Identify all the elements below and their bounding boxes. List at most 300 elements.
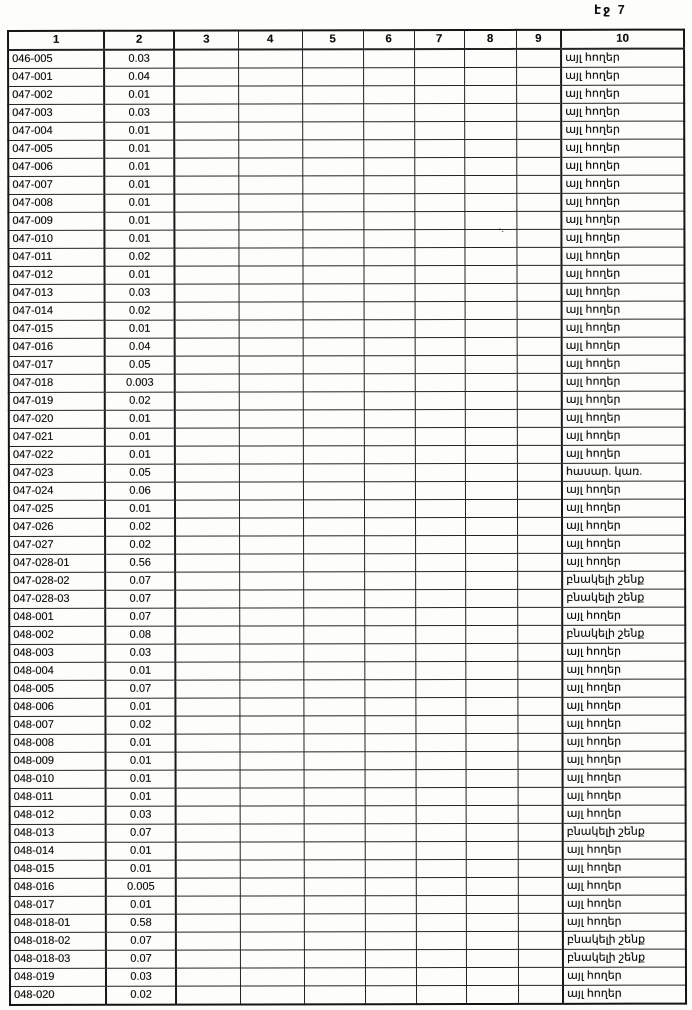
cell-land-use: այլ հողեր <box>563 985 686 1004</box>
cell-empty <box>518 823 563 841</box>
table-row <box>10 751 686 770</box>
cell-parcel-code: 048-009 <box>10 752 106 770</box>
cell-empty <box>516 175 561 193</box>
cell-empty <box>465 283 517 301</box>
cell-empty <box>175 716 239 734</box>
cell-empty <box>239 644 303 662</box>
cell-empty <box>363 266 414 284</box>
cell-empty <box>517 733 562 751</box>
cell-area-value: 0.01 <box>104 122 174 140</box>
cell-land-use: այլ հողեր <box>562 319 685 337</box>
table-row <box>9 571 685 590</box>
table-row <box>8 265 684 284</box>
cell-empty <box>517 301 562 319</box>
cell-empty <box>303 338 364 356</box>
cell-empty <box>302 140 363 158</box>
cell-area-value: 0.06 <box>105 482 175 500</box>
cell-empty <box>363 86 414 104</box>
cell-empty <box>174 212 238 230</box>
cell-empty <box>304 752 365 770</box>
cell-empty <box>240 914 304 932</box>
cell-empty <box>415 302 465 320</box>
table-row <box>9 625 685 644</box>
cell-empty <box>364 302 415 320</box>
cell-area-value: 0.01 <box>105 698 175 716</box>
cell-empty <box>466 805 518 823</box>
cell-area-value: 0.01 <box>105 320 175 338</box>
cell-parcel-code: 048-007 <box>9 716 105 734</box>
cell-empty <box>303 464 364 482</box>
cell-empty <box>363 122 414 140</box>
column-header: 9 <box>516 30 561 49</box>
cell-empty <box>238 104 302 122</box>
cell-empty <box>175 500 239 518</box>
cell-empty <box>303 626 364 644</box>
cell-empty <box>414 212 464 230</box>
table-row <box>9 391 685 410</box>
cell-empty <box>365 788 416 806</box>
cell-empty <box>175 554 239 572</box>
cell-parcel-code: 047-005 <box>8 140 104 158</box>
cell-empty <box>363 104 414 122</box>
cell-empty <box>465 571 517 589</box>
cell-empty <box>465 445 517 463</box>
cell-empty <box>465 391 517 409</box>
table-row <box>9 679 685 698</box>
cell-empty <box>304 914 365 932</box>
cell-area-value: 0.003 <box>105 374 175 392</box>
cell-empty <box>303 302 364 320</box>
cell-parcel-code: 047-006 <box>8 158 104 176</box>
cell-empty <box>364 392 415 410</box>
cell-parcel-code: 047-003 <box>8 104 104 122</box>
cell-area-value: 0.03 <box>106 968 176 986</box>
cell-empty <box>465 499 517 517</box>
cell-empty <box>175 464 239 482</box>
cell-land-use: այլ հողեր <box>563 877 686 895</box>
cell-land-use: այլ հողեր <box>562 643 685 661</box>
cell-empty <box>414 140 464 158</box>
cell-parcel-code: 047-012 <box>8 266 104 284</box>
cell-empty <box>364 410 415 428</box>
cell-empty <box>416 860 466 878</box>
cell-empty <box>465 625 517 643</box>
table-row <box>10 949 686 968</box>
cell-empty <box>517 571 562 589</box>
cell-empty <box>174 140 238 158</box>
table-row <box>9 499 685 518</box>
cell-empty <box>238 68 302 86</box>
cell-empty <box>303 698 364 716</box>
cell-empty <box>364 320 415 338</box>
cell-empty <box>304 896 365 914</box>
cell-area-value: 0.07 <box>105 572 175 590</box>
table-row <box>9 535 685 554</box>
cell-land-use: այլ հողեր <box>562 445 685 463</box>
table-row <box>9 661 685 680</box>
cell-empty <box>176 878 240 896</box>
cell-empty <box>302 104 363 122</box>
cell-area-value: 0.01 <box>104 86 174 104</box>
column-header: 7 <box>414 30 464 49</box>
cell-empty <box>518 751 563 769</box>
cell-parcel-code: 047-025 <box>9 500 105 518</box>
cell-empty <box>239 410 303 428</box>
cell-area-value: 0.07 <box>106 824 176 842</box>
cell-empty <box>416 914 466 932</box>
cell-empty <box>174 230 238 248</box>
cell-empty <box>466 967 518 985</box>
cell-area-value: 0.03 <box>105 284 175 302</box>
cell-empty <box>414 230 464 248</box>
cell-empty <box>465 355 517 373</box>
cell-land-use: այլ հողեր <box>561 247 684 265</box>
cell-empty <box>516 121 561 139</box>
table-row <box>10 913 686 932</box>
cell-empty <box>464 211 516 229</box>
cell-empty <box>239 608 303 626</box>
cell-land-use: այլ հողեր <box>562 661 685 679</box>
cell-empty <box>304 968 365 986</box>
cell-empty <box>364 428 415 446</box>
cell-empty <box>466 895 518 913</box>
cell-empty <box>239 554 303 572</box>
cell-parcel-code: 047-014 <box>9 302 105 320</box>
cell-empty <box>239 338 303 356</box>
cell-empty <box>466 769 518 787</box>
cell-empty <box>518 895 563 913</box>
cell-empty <box>516 103 561 121</box>
cell-empty <box>239 590 303 608</box>
cell-land-use: այլ հողեր <box>563 787 686 805</box>
cell-parcel-code: 047-028-03 <box>9 590 105 608</box>
cell-empty <box>517 499 562 517</box>
cell-empty <box>365 824 416 842</box>
cell-parcel-code: 048-018-02 <box>10 932 106 950</box>
table-row <box>10 985 686 1005</box>
cell-land-use: այլ հողեր <box>563 751 686 769</box>
cell-empty <box>303 554 364 572</box>
cell-empty <box>364 446 415 464</box>
cell-empty <box>516 211 561 229</box>
cell-empty <box>465 301 517 319</box>
cell-empty <box>518 913 563 931</box>
cell-empty <box>175 374 239 392</box>
cell-empty <box>365 860 416 878</box>
table-row <box>10 841 686 860</box>
cell-empty <box>517 715 562 733</box>
parcel-table <box>7 29 687 1006</box>
cell-empty <box>416 986 466 1005</box>
cell-empty <box>363 194 414 212</box>
cell-parcel-code: 048-018-03 <box>10 950 106 968</box>
table-row <box>9 463 685 482</box>
cell-land-use: այլ հողեր <box>561 265 684 283</box>
cell-land-use: այլ հողեր <box>561 85 684 103</box>
cell-area-value: 0.04 <box>105 338 175 356</box>
cell-land-use: այլ հողեր <box>563 967 686 985</box>
cell-empty <box>174 104 238 122</box>
table-row <box>8 193 684 212</box>
table-row <box>9 337 685 356</box>
cell-empty <box>239 680 303 698</box>
cell-empty <box>238 140 302 158</box>
cell-empty <box>415 320 465 338</box>
cell-empty <box>517 607 562 625</box>
cell-empty <box>415 590 465 608</box>
column-header: 1 <box>8 31 104 50</box>
cell-empty <box>304 878 365 896</box>
cell-parcel-code: 046-005 <box>8 50 104 69</box>
cell-empty <box>174 86 238 104</box>
cell-empty <box>365 806 416 824</box>
cell-empty <box>304 950 365 968</box>
cell-parcel-code: 048-020 <box>10 986 106 1005</box>
cell-empty <box>239 482 303 500</box>
cell-empty <box>416 788 466 806</box>
cell-empty <box>517 391 562 409</box>
cell-empty <box>238 158 302 176</box>
cell-land-use: այլ հողեր <box>561 193 684 211</box>
cell-land-use: այլ հողեր <box>562 535 685 553</box>
cell-parcel-code: 047-008 <box>8 194 104 212</box>
cell-empty <box>175 428 239 446</box>
cell-empty <box>304 842 365 860</box>
cell-empty <box>364 374 415 392</box>
cell-empty <box>415 572 465 590</box>
scan-artifact: -. <box>498 224 505 235</box>
cell-area-value: 0.03 <box>106 806 176 824</box>
cell-empty <box>363 49 414 68</box>
cell-empty <box>303 644 364 662</box>
cell-empty <box>303 500 364 518</box>
cell-empty <box>240 878 304 896</box>
cell-parcel-code: 048-017 <box>10 896 106 914</box>
cell-empty <box>240 770 304 788</box>
cell-area-value: 0.07 <box>105 680 175 698</box>
cell-empty <box>239 464 303 482</box>
table-row <box>8 139 684 158</box>
cell-empty <box>303 572 364 590</box>
cell-empty <box>415 608 465 626</box>
cell-empty <box>176 824 240 842</box>
cell-empty <box>415 734 465 752</box>
table-row <box>9 481 685 500</box>
cell-empty <box>516 157 561 175</box>
table-row <box>10 769 686 788</box>
cell-parcel-code: 048-003 <box>9 644 105 662</box>
cell-land-use: բնակելի շենք <box>562 571 685 589</box>
cell-area-value: 0.01 <box>105 428 175 446</box>
cell-empty <box>517 517 562 535</box>
cell-empty <box>174 158 238 176</box>
cell-empty <box>415 554 465 572</box>
cell-empty <box>238 122 302 140</box>
cell-empty <box>415 716 465 734</box>
cell-empty <box>415 428 465 446</box>
table-row <box>9 697 685 716</box>
cell-empty <box>414 194 464 212</box>
cell-empty <box>240 896 304 914</box>
cell-empty <box>303 608 364 626</box>
cell-empty <box>363 212 414 230</box>
cell-empty <box>415 518 465 536</box>
cell-empty <box>517 625 562 643</box>
cell-empty <box>364 356 415 374</box>
cell-parcel-code: 048-019 <box>10 968 106 986</box>
cell-empty <box>175 680 239 698</box>
cell-empty <box>176 842 240 860</box>
cell-empty <box>415 356 465 374</box>
cell-empty <box>516 49 561 68</box>
cell-land-use: այլ հողեր <box>563 913 686 931</box>
cell-empty <box>365 968 416 986</box>
cell-land-use: այլ հողեր <box>562 337 685 355</box>
cell-empty <box>303 446 364 464</box>
cell-empty <box>414 68 464 86</box>
column-header: 5 <box>302 30 363 49</box>
cell-empty <box>414 266 464 284</box>
cell-empty <box>364 284 415 302</box>
cell-empty <box>363 176 414 194</box>
cell-parcel-code: 047-015 <box>9 320 105 338</box>
cell-empty <box>239 320 303 338</box>
cell-empty <box>464 265 516 283</box>
cell-empty <box>365 950 416 968</box>
table-row <box>9 715 685 734</box>
cell-empty <box>174 50 238 69</box>
cell-land-use: այլ հողեր <box>561 175 684 193</box>
cell-area-value: 0.01 <box>105 734 175 752</box>
cell-empty <box>416 932 466 950</box>
cell-empty <box>465 337 517 355</box>
cell-empty <box>517 643 562 661</box>
cell-empty <box>415 464 465 482</box>
cell-empty <box>465 319 517 337</box>
table-body <box>8 49 686 1005</box>
cell-empty <box>302 212 363 230</box>
cell-land-use: այլ հողեր <box>561 67 684 85</box>
cell-empty <box>464 139 516 157</box>
cell-empty <box>516 265 561 283</box>
cell-empty <box>517 355 562 373</box>
cell-empty <box>415 482 465 500</box>
cell-empty <box>416 896 466 914</box>
cell-empty <box>174 176 238 194</box>
table-row <box>9 643 685 662</box>
cell-empty <box>465 409 517 427</box>
cell-empty <box>175 392 239 410</box>
cell-empty <box>239 446 303 464</box>
cell-empty <box>517 481 562 499</box>
cell-empty <box>175 644 239 662</box>
cell-area-value: 0.02 <box>106 986 176 1005</box>
cell-empty <box>240 932 304 950</box>
cell-empty <box>516 139 561 157</box>
cell-empty <box>466 859 518 877</box>
cell-empty <box>239 392 303 410</box>
cell-land-use: այլ հողեր <box>561 103 684 121</box>
cell-empty <box>415 500 465 518</box>
column-header: 2 <box>104 31 174 50</box>
cell-area-value: 0.01 <box>104 194 174 212</box>
cell-empty <box>239 356 303 374</box>
cell-empty <box>239 536 303 554</box>
table-row <box>8 103 684 122</box>
cell-area-value: 0.03 <box>104 50 174 69</box>
cell-land-use: այլ հողեր <box>562 373 685 391</box>
cell-empty <box>415 374 465 392</box>
cell-empty <box>175 410 239 428</box>
cell-parcel-code: 047-027 <box>9 536 105 554</box>
cell-empty <box>238 86 302 104</box>
cell-empty <box>415 644 465 662</box>
cell-area-value: 0.58 <box>106 914 176 932</box>
cell-empty <box>365 770 416 788</box>
cell-parcel-code: 047-024 <box>9 482 105 500</box>
cell-land-use: այլ հողեր <box>563 841 686 859</box>
table-row <box>9 553 685 572</box>
cell-land-use: այլ հողեր <box>563 895 686 913</box>
cell-empty <box>238 194 302 212</box>
cell-empty <box>465 715 517 733</box>
table-row <box>8 211 684 230</box>
cell-empty <box>238 230 302 248</box>
table-row <box>9 445 685 464</box>
cell-empty <box>175 662 239 680</box>
cell-empty <box>465 535 517 553</box>
cell-empty <box>364 716 415 734</box>
cell-area-value: 0.01 <box>106 752 176 770</box>
cell-area-value: 0.02 <box>105 536 175 554</box>
cell-empty <box>465 643 517 661</box>
cell-parcel-code: 048-004 <box>9 662 105 680</box>
cell-area-value: 0.01 <box>104 230 174 248</box>
cell-area-value: 0.01 <box>105 500 175 518</box>
cell-empty <box>175 536 239 554</box>
cell-empty <box>304 860 365 878</box>
cell-parcel-code: 047-028-01 <box>9 554 105 572</box>
cell-empty <box>239 302 303 320</box>
cell-empty <box>516 229 561 247</box>
cell-parcel-code: 048-010 <box>10 770 106 788</box>
cell-empty <box>364 698 415 716</box>
cell-area-value: 0.02 <box>104 248 174 266</box>
cell-empty <box>414 176 464 194</box>
cell-empty <box>518 805 563 823</box>
table-row <box>9 301 685 320</box>
table-row <box>8 121 684 140</box>
cell-land-use: այլ հողեր <box>562 553 685 571</box>
cell-empty <box>176 896 240 914</box>
cell-area-value: 0.01 <box>104 176 174 194</box>
cell-land-use: այլ հողեր <box>562 391 685 409</box>
cell-empty <box>364 518 415 536</box>
cell-empty <box>365 914 416 932</box>
cell-area-value: 0.56 <box>105 554 175 572</box>
cell-empty <box>303 536 364 554</box>
cell-empty <box>304 806 365 824</box>
cell-empty <box>175 338 239 356</box>
cell-empty <box>517 373 562 391</box>
column-header: 3 <box>174 31 238 50</box>
cell-parcel-code: 047-016 <box>9 338 105 356</box>
cell-empty <box>176 914 240 932</box>
cell-parcel-code: 047-011 <box>8 248 104 266</box>
cell-empty <box>302 266 363 284</box>
cell-empty <box>303 590 364 608</box>
cell-empty <box>465 661 517 679</box>
